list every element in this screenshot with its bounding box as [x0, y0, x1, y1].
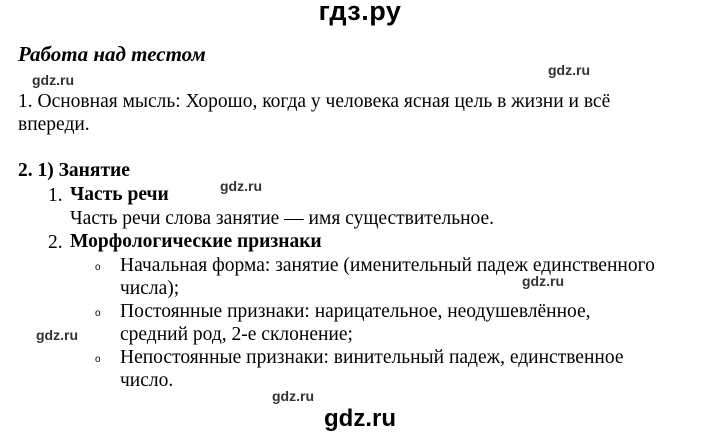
bullet1-line2: числа); [120, 278, 180, 299]
watermark: gdz.ru [220, 178, 262, 194]
watermark: gdz.ru [522, 273, 564, 289]
site-footer: gdz.ru [324, 405, 396, 432]
bullet-marker: o [95, 308, 101, 319]
bullet1-line1: Начальная форма: занятие (именительный падеж единственного [120, 255, 655, 276]
watermark: gdz.ru [548, 62, 590, 78]
bullet3-line2: число. [120, 370, 174, 391]
site-header: гдз.ру [318, 0, 402, 26]
sub2-number: 2. [48, 232, 63, 253]
bullet-marker: o [95, 262, 101, 273]
sub1-text: Часть речи слова занятие — имя существительное. [70, 208, 495, 229]
bullet3-line1: Непостоянные признаки: винительный падеж, единственное [120, 347, 624, 368]
sub2-title: Морфологические признаки [70, 231, 322, 252]
watermark: gdz.ru [36, 327, 78, 343]
watermark: gdz.ru [32, 72, 74, 88]
watermark: gdz.ru [272, 388, 314, 404]
sub1-number: 1. [48, 185, 63, 206]
item1-line2: впереди. [18, 114, 90, 135]
item1-line1: 1. Основная мысль: Хорошо, когда у человека ясная цель в жизни и всё [18, 91, 611, 112]
bullet2-line1: Постоянные признаки: нарицательное, неодушевлённое, [120, 301, 591, 322]
section-title: Работа над тестом [18, 42, 206, 66]
bullet2-line2: средний род, 2-е склонение; [120, 324, 353, 345]
bullet-marker: o [95, 354, 101, 365]
sub1-title: Часть речи [70, 184, 169, 205]
item2-heading: 2. 1) Занятие [18, 160, 130, 181]
